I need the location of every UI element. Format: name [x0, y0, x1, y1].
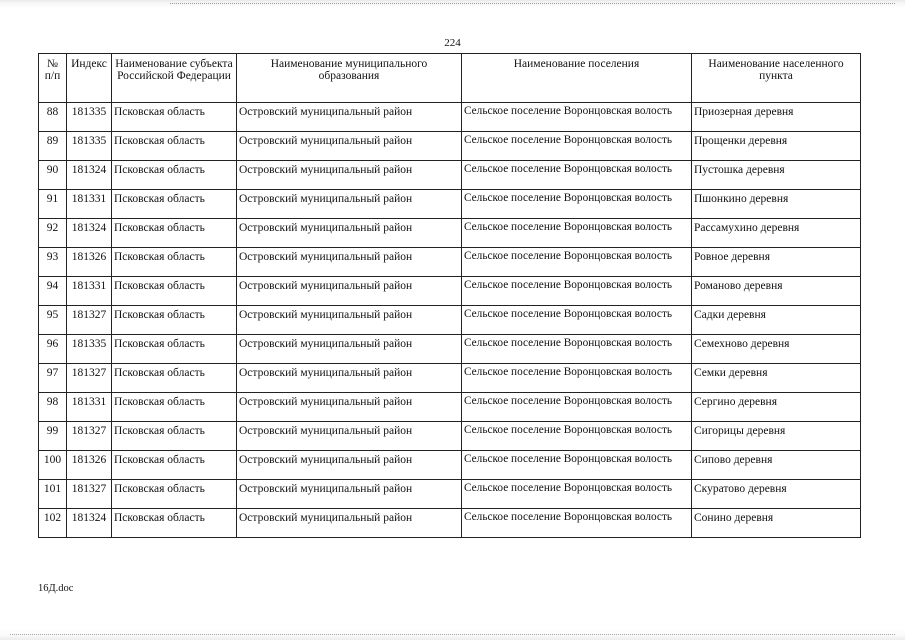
table-row	[39, 451, 861, 480]
table-row	[39, 509, 861, 538]
cell-settlement: Сельское поселение Воронцовская волость	[462, 364, 692, 393]
cell-subject: Псковская область	[112, 161, 237, 190]
locality-registry-table	[38, 53, 861, 538]
cell-settlement: Сельское поселение Воронцовская волость	[462, 422, 692, 451]
cell-index: 181327	[67, 364, 112, 393]
cell-subject: Псковская область	[112, 103, 237, 132]
cell-locality: Сонино деревня	[692, 509, 861, 538]
cell-settlement: Сельское поселение Воронцовская волость	[462, 509, 692, 538]
cell-num: 101	[39, 480, 67, 509]
cell-settlement: Сельское поселение Воронцовская волость	[462, 161, 692, 190]
cell-index: 181324	[67, 219, 112, 248]
table-row	[39, 422, 861, 451]
cell-settlement: Сельское поселение Воронцовская волость	[462, 277, 692, 306]
page-number: 224	[444, 37, 461, 49]
cell-settlement: Сельское поселение Воронцовская волость	[462, 248, 692, 277]
cell-index: 181331	[67, 277, 112, 306]
table-row	[39, 161, 861, 190]
cell-num: 89	[39, 132, 67, 161]
table-row	[39, 335, 861, 364]
cell-settlement: Сельское поселение Воронцовская волость	[462, 393, 692, 422]
table-row	[39, 219, 861, 248]
table-row	[39, 277, 861, 306]
cell-subject: Псковская область	[112, 190, 237, 219]
cell-subject: Псковская область	[112, 219, 237, 248]
cell-locality: Пустошка деревня	[692, 161, 861, 190]
cell-settlement: Сельское поселение Воронцовская волость	[462, 103, 692, 132]
cell-locality: Приозерная деревня	[692, 103, 861, 132]
cell-index: 181324	[67, 509, 112, 538]
scan-edge-top	[0, 0, 905, 8]
cell-index: 181327	[67, 480, 112, 509]
cell-municipality: Островский муниципальный район	[237, 306, 462, 335]
cell-num: 98	[39, 393, 67, 422]
cell-locality: Прощенки деревня	[692, 132, 861, 161]
cell-locality: Садки деревня	[692, 306, 861, 335]
cell-subject: Псковская область	[112, 451, 237, 480]
cell-locality: Семехново деревня	[692, 335, 861, 364]
cell-num: 95	[39, 306, 67, 335]
cell-index: 181335	[67, 103, 112, 132]
cell-municipality: Островский муниципальный район	[237, 393, 462, 422]
cell-index: 181335	[67, 132, 112, 161]
cell-municipality: Островский муниципальный район	[237, 480, 462, 509]
cell-municipality: Островский муниципальный район	[237, 509, 462, 538]
cell-num: 90	[39, 161, 67, 190]
cell-settlement: Сельское поселение Воронцовская волость	[462, 306, 692, 335]
cell-index: 181326	[67, 248, 112, 277]
cell-index: 181327	[67, 422, 112, 451]
cell-municipality: Островский муниципальный район	[237, 422, 462, 451]
table-header-row	[39, 54, 861, 103]
table-row	[39, 364, 861, 393]
cell-locality: Сигорицы деревня	[692, 422, 861, 451]
cell-municipality: Островский муниципальный район	[237, 451, 462, 480]
cell-settlement: Сельское поселение Воронцовская волость	[462, 190, 692, 219]
cell-locality: Сергино деревня	[692, 393, 861, 422]
footer-file-name: 16Д.doc	[38, 583, 74, 594]
table-row	[39, 103, 861, 132]
cell-subject: Псковская область	[112, 248, 237, 277]
cell-num: 99	[39, 422, 67, 451]
cell-num: 97	[39, 364, 67, 393]
table-row	[39, 306, 861, 335]
table-row	[39, 132, 861, 161]
cell-settlement: Сельское поселение Воронцовская волость	[462, 219, 692, 248]
header-settlement: Наименование поселения	[462, 54, 692, 103]
cell-num: 102	[39, 509, 67, 538]
cell-subject: Псковская область	[112, 335, 237, 364]
cell-subject: Псковская область	[112, 393, 237, 422]
cell-subject: Псковская область	[112, 277, 237, 306]
cell-settlement: Сельское поселение Воронцовская волость	[462, 480, 692, 509]
table-row	[39, 393, 861, 422]
header-subject: Наименование субъекта Российской Федерации	[112, 54, 237, 103]
cell-subject: Псковская область	[112, 306, 237, 335]
header-index: Индекс	[67, 54, 112, 103]
header-locality: Наименование населенного пункта	[692, 54, 861, 103]
header-num: № п/п	[39, 54, 67, 103]
cell-municipality: Островский муниципальный район	[237, 335, 462, 364]
cell-index: 181331	[67, 393, 112, 422]
cell-num: 88	[39, 103, 67, 132]
cell-num: 91	[39, 190, 67, 219]
cell-municipality: Островский муниципальный район	[237, 190, 462, 219]
table-row	[39, 190, 861, 219]
cell-settlement: Сельское поселение Воронцовская волость	[462, 132, 692, 161]
cell-locality: Скуратово деревня	[692, 480, 861, 509]
table-body	[39, 103, 861, 538]
cell-locality: Рассамухино деревня	[692, 219, 861, 248]
cell-municipality: Островский муниципальный район	[237, 132, 462, 161]
table-row	[39, 248, 861, 277]
cell-subject: Псковская область	[112, 422, 237, 451]
cell-num: 93	[39, 248, 67, 277]
cell-subject: Псковская область	[112, 480, 237, 509]
cell-locality: Романово деревня	[692, 277, 861, 306]
cell-index: 181324	[67, 161, 112, 190]
cell-subject: Псковская область	[112, 509, 237, 538]
cell-num: 96	[39, 335, 67, 364]
cell-municipality: Островский муниципальный район	[237, 103, 462, 132]
cell-locality: Ровное деревня	[692, 248, 861, 277]
cell-municipality: Островский муниципальный район	[237, 219, 462, 248]
cell-num: 100	[39, 451, 67, 480]
cell-subject: Псковская область	[112, 364, 237, 393]
cell-index: 181327	[67, 306, 112, 335]
cell-settlement: Сельское поселение Воронцовская волость	[462, 335, 692, 364]
cell-index: 181331	[67, 190, 112, 219]
table-row	[39, 480, 861, 509]
cell-municipality: Островский муниципальный район	[237, 248, 462, 277]
cell-locality: Сипово деревня	[692, 451, 861, 480]
cell-num: 92	[39, 219, 67, 248]
cell-locality: Семки деревня	[692, 364, 861, 393]
scan-edge-bottom	[0, 628, 905, 640]
cell-municipality: Островский муниципальный район	[237, 277, 462, 306]
cell-locality: Пшонкино деревня	[692, 190, 861, 219]
cell-settlement: Сельское поселение Воронцовская волость	[462, 451, 692, 480]
cell-index: 181326	[67, 451, 112, 480]
cell-num: 94	[39, 277, 67, 306]
cell-municipality: Островский муниципальный район	[237, 364, 462, 393]
cell-subject: Псковская область	[112, 132, 237, 161]
cell-municipality: Островский муниципальный район	[237, 161, 462, 190]
header-municipality: Наименование муниципального образования	[237, 54, 462, 103]
cell-index: 181335	[67, 335, 112, 364]
